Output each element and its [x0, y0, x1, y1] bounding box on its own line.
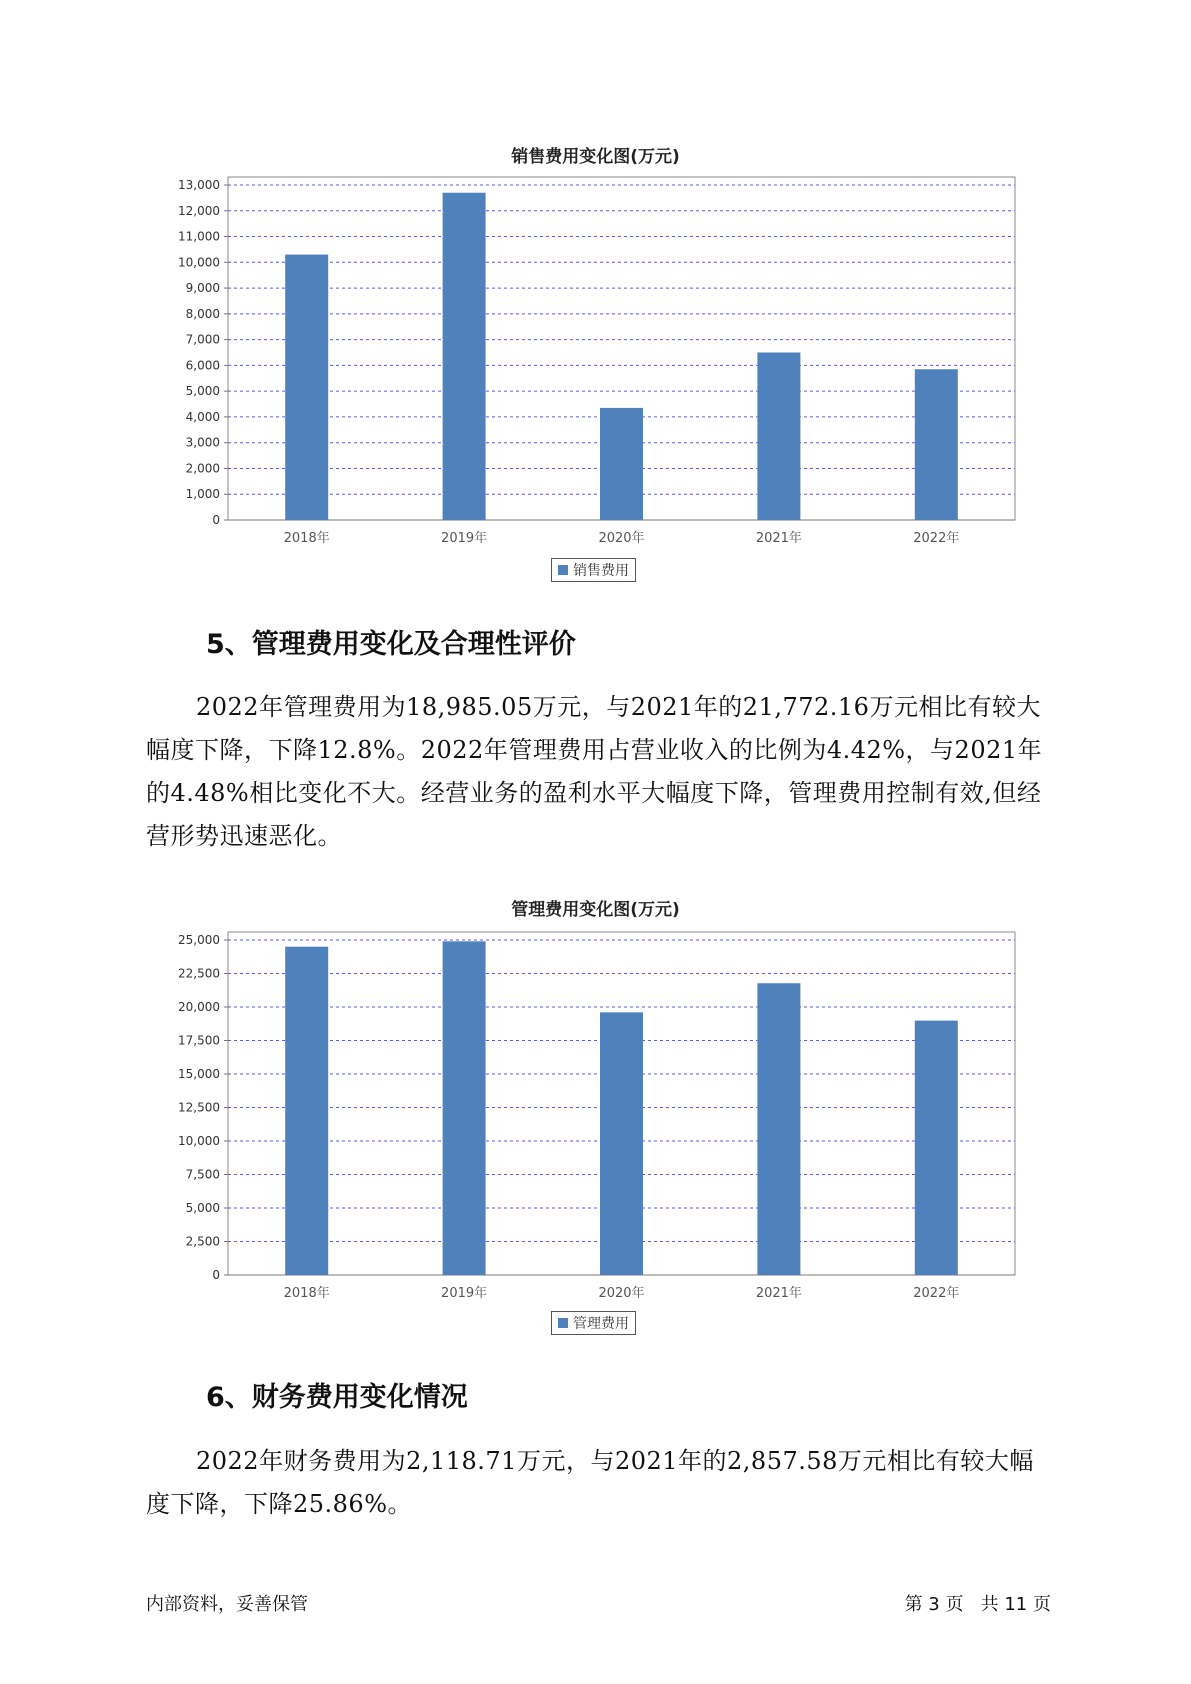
- x-tick-label: 2019年: [441, 531, 488, 546]
- sales-expense-chart: [0, 170, 1191, 550]
- bar: [600, 1012, 643, 1275]
- footer-page-number: 第 3 页 共 11 页: [904, 1594, 1051, 1615]
- y-tick-label: 4,000: [185, 409, 220, 424]
- legend-swatch: [558, 565, 568, 575]
- admin-chart-title: 管理费用变化图(万元): [511, 900, 680, 920]
- y-tick-label: 3,000: [185, 435, 220, 450]
- x-tick-label: 2019年: [441, 1286, 488, 1301]
- y-tick-label: 1,000: [185, 487, 220, 502]
- y-tick-label: 9,000: [185, 281, 220, 296]
- bar: [285, 947, 328, 1275]
- admin-chart-legend: [551, 1311, 636, 1335]
- bar: [285, 255, 328, 520]
- legend-swatch: [558, 1318, 568, 1328]
- y-tick-label: 5,000: [185, 384, 220, 399]
- bar: [757, 353, 800, 521]
- y-tick-label: 22,500: [178, 966, 220, 981]
- bar: [757, 983, 800, 1275]
- y-tick-label: 2,500: [185, 1234, 220, 1249]
- y-tick-label: 12,500: [178, 1100, 220, 1115]
- y-tick-label: 10,000: [178, 255, 220, 270]
- x-tick-label: 2018年: [283, 1286, 330, 1301]
- x-tick-label: 2022年: [913, 531, 960, 546]
- y-tick-label: 7,500: [185, 1167, 220, 1182]
- y-tick-label: 25,000: [178, 933, 220, 947]
- y-tick-label: 5,000: [185, 1201, 220, 1215]
- footer-confidential: 内部资料，妥善保管: [146, 1594, 308, 1615]
- bar: [443, 941, 486, 1275]
- sales-chart-legend: [551, 558, 636, 582]
- bar: [443, 193, 486, 520]
- sales-chart-title: 销售费用变化图(万元): [511, 147, 680, 167]
- bar: [915, 369, 958, 520]
- section5-heading: 5、管理费用变化及合理性评价: [206, 629, 576, 660]
- section6-paragraph: 2022年财务费用为2,118.71万元，与2021年的2,857.58万元相比有较大幅度下降，下降25.86%。: [146, 1447, 1034, 1518]
- bar: [915, 1021, 958, 1275]
- x-tick-label: 2022年: [913, 1286, 960, 1301]
- y-tick-label: 17,500: [178, 1033, 220, 1048]
- y-tick-label: 15,000: [178, 1067, 220, 1081]
- legend-label: 销售费用: [573, 563, 629, 579]
- x-tick-label: 2021年: [755, 531, 802, 546]
- y-tick-label: 2,000: [185, 461, 220, 476]
- x-tick-label: 2021年: [755, 1286, 802, 1301]
- y-tick-label: 10,000: [178, 1134, 220, 1148]
- x-tick-label: 2020年: [598, 1286, 645, 1301]
- y-tick-label: 13,000: [178, 178, 220, 192]
- admin-expense-chart: [0, 925, 1191, 1305]
- section5-paragraph: 2022年管理费用为18,985.05万元，与2021年的21,772.16万元相比有较大幅度下降，下降12.8%。2022年管理费用占营业收入的比例为4.42%，与2021年的4.48%相比变化不大。经营业务的盈利水平大幅度下降，管理费用控制有效,但经营形势迅速恶化。: [146, 693, 1043, 850]
- x-tick-label: 2020年: [598, 531, 645, 546]
- y-tick-label: 6,000: [185, 358, 220, 373]
- y-tick-label: 12,000: [178, 203, 220, 218]
- y-tick-label: 7,000: [185, 332, 220, 347]
- y-tick-label: 20,000: [178, 1000, 220, 1014]
- legend-label: 管理费用: [573, 1316, 629, 1332]
- x-tick-label: 2018年: [283, 531, 330, 546]
- bar: [600, 408, 643, 520]
- y-tick-label: 0: [212, 513, 220, 527]
- y-tick-label: 11,000: [178, 229, 220, 244]
- y-tick-label: 8,000: [185, 306, 220, 321]
- y-tick-label: 0: [212, 1268, 220, 1282]
- section6-heading: 6、财务费用变化情况: [206, 1382, 468, 1413]
